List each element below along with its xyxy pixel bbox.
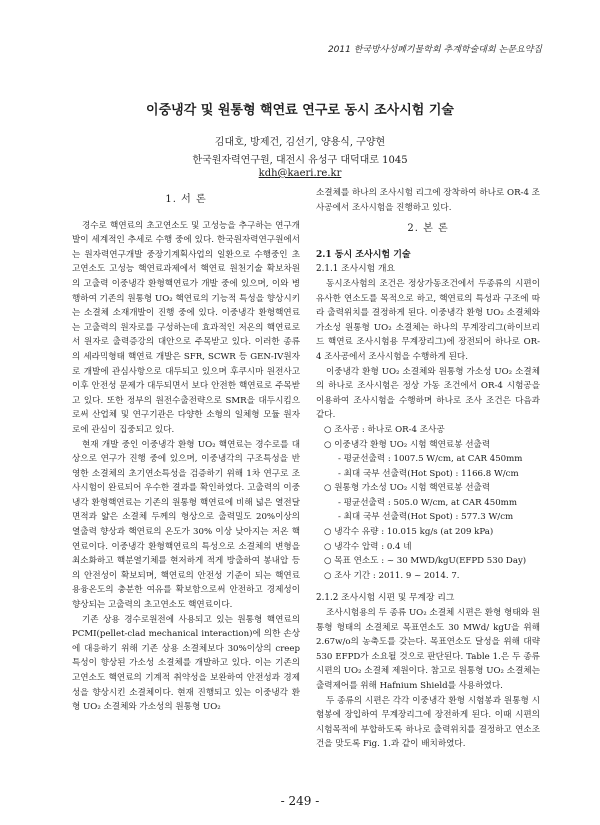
subsection-2-1-1: 2.1.1 조사시험 개요	[316, 264, 395, 275]
overview-paragraph-1: 동시조사험의 조건은 정상가동조건에서 두종류의 시편이 유사한 연소도를 목적으로 하고, 핵연료의 특성과 구조에 따라 출력위치를 결정하게 된다. 이중냉각 환형 UO₂ 소결체와 가소성 원통형 UO₂ 소결체는 하나의 무계장리그(하이브리드 핵연료 조사시험용 무계장리그)에 장전되어 하나로 OR-4 조사공에서 조사시험을 수행하게 된다.	[316, 278, 540, 362]
intro-paragraph-3: 기존 상용 경수로원전에 사용되고 있는 원통형 핵연료의 PCMI(pellet-clad mechanical interaction)에 의한 손상에 대응하기 위해 기존 상용 소결체보다 30%이상의 creep 특성이 향상된 가소성 소결체를 개발하고 있다. 이는 기존의 고연소도 핵연료의 기계적 취약성을 보완하여 안전성과 경제성을 향상시킨 소결체이다. 현재 진행되고 있는 이중냉각 환형 UO₂ 소결체와 가소성의 원통형 UO₂	[72, 614, 300, 713]
condition-item: - 평균선출력 : 1007.5 W/cm, at CAR 450mm	[338, 454, 523, 465]
left-column	[72, 186, 300, 715]
author-email[interactable]: kdh@kaeri.re.kr	[258, 168, 342, 179]
overview-paragraph-2: 이중냉각 환형 UO₂ 소결체와 원통형 가소성 UO₂ 소결체의 하나로 조사시험은 정상 가동 조건에서 OR-4 시험공을 이용하여 조사시험을 수행하며 하나로 조사 조건은 다음과 같다.	[316, 366, 540, 421]
author-list: 김대호, 방제건, 김선기, 양용식, 구양현	[214, 137, 386, 148]
right-column	[316, 186, 540, 752]
condition-item: - 평균선출력 : 505.0 W/cm, at CAR 450mm	[338, 497, 517, 508]
intro-paragraph-1: 경수로 핵연료의 초고연소도 및 고성능을 추구하는 연구개발이 세계적인 추세로 수행 중에 있다. 한국원자력연구원에서는 원자력연구개발 중장기계획사업의 일환으로 수행중인 초고연소도 고성능 핵연료과제에서 핵연료 원천기술 확보차원의 고출력 이중냉각 환형핵연료가 개발 중에 있으며, 이와 병행하여 기존의 원통형 UO₂ 핵연료의 기능적 특성을 향상시키는 소결체 소재개발이 진행 중에 있다. 이중냉각 환형핵연료는 고출력의 원자로를 구성하는데 효과적인 저온의 핵연료로서 원자로 출력증강의 대안으로 주목받고 있다. 이러한 종류의 세라믹형태 핵연료 개발은 SFR, SCWR 등 GEN-IV원자로 개발에 관심사항으로 대두되고 있으며 후쿠시마 원전사고이후 안전성 문제가 대두되면서 보다 안전한 핵연료로 주목받고 있다. 또한 정부의 원전수출전략으로 SMR을 대두시킴으로써 산업체 및 연구기관은 다양한 소형의 일체형 모듈 원자로에 관심이 집중되고 있다.	[72, 220, 300, 435]
intro-paragraph-2: 현재 개발 중인 이중냉각 환형 UO₂ 핵연료는 경수로를 대상으로 연구가 진행 중에 있으며, 이중냉각의 구조특성을 반영한 소결체의 초기연소특성을 검증하기 위해 1차 연구로 조사시험이 완료되어 우수한 결과를 확인하였다. 고출력의 이중냉각 환형핵연료는 기존의 원통형 핵연료에 비해 넓은 열전달 면적과 얇은 소결체 두께의 형상으로 출력밀도 20%이상의 열출력 향상과 핵연료의 온도가 30% 이상 낮아지는 저온 핵연료이다. 이중냉각 환형핵연료의 특성으로 소결체의 변형을 최소화하고 핵분열기체를 현저하게 적게 방출하여 봉내압 등의 안전성이 확보되며, 핵연료의 안전성 기준이 되는 핵연료 용융온도의 충분한 여유를 확보함으로써 안전하고 경제성이 향상되는 고출력의 초고연소도 핵연료이다.	[72, 439, 300, 611]
condition-item: ○ 냉각수 압력 : 0.4 네	[324, 541, 412, 552]
condition-item: ○ 원통형 가소성 UO₂ 시험 핵연료봉 선출력	[324, 483, 491, 494]
condition-item: ○ 냉각수 유량 : 10.015 kg/s (at 209 kPa)	[324, 527, 494, 538]
specimen-paragraph-2: 두 종류의 시편은 각각 이중냉각 환형 시험봉과 원통형 시험봉에 장입하여 무계장리그에 장전하게 된다. 이때 시편의 시험목적에 부합하도록 하나로 출력위치를 결정하고 연소조건을 맞도록 Fig. 1.과 같이 배치하였다.	[316, 695, 540, 750]
proceedings-header: 2011 한국방사성폐기물학회 추계학술대회 논문요약집	[327, 45, 542, 55]
paper-title: 이중냉각 및 원통형 핵연료 연구로 동시 조사시험 기술	[146, 103, 454, 118]
body-heading: 2. 본 론	[407, 223, 449, 235]
page-number: - 249 -	[280, 794, 320, 808]
condition-item: ○ 이중냉각 환형 UO₂ 시험 핵연료봉 선출력	[324, 439, 491, 450]
condition-item: - 최대 국부 선출력(Hot Spot) : 577.3 W/cm	[338, 512, 514, 523]
intro-continuation: 소결체를 하나의 조사시험 리그에 장착하여 하나로 OR-4 조사공에서 조사시험을 진행하고 있다.	[316, 188, 540, 213]
affiliation: 한국원자력연구원, 대전시 유성구 대덕대로 1045	[192, 155, 408, 166]
condition-item: - 최대 국부 선출력(Hot Spot) : 1166.8 W/cm	[338, 468, 519, 479]
subsection-2-1: 2.1 동시 조사시험 기술	[316, 249, 411, 260]
irradiation-conditions-list	[316, 423, 540, 584]
condition-item: ○ 조사 기간 : 2011. 9 ~ 2014. 7.	[324, 570, 460, 581]
specimen-paragraph-1: 조사시험용의 두 종류 UO₂ 소결체 시편은 환형 형태와 원통형 형태의 소결체로 목표연소도 30 MWd/ kgU을 위해 2.67w/o의 농축도를 갖는다. 목표연소도 달성을 위해 대략 530 EFPD가 소요될 것으로 판단된다. Table 1.은 두 종류시편의 UO₂ 소결체 제원이다. 참고로 원통형 UO₂ 소결체는 출력제어를 위해 Hafnium Shield를 사용하였다.	[316, 608, 540, 691]
intro-heading: 1. 서 론	[165, 194, 207, 205]
condition-item: ○ 조사공 : 하나로 OR-4 조사공	[324, 424, 445, 435]
condition-item: ○ 목표 연소도 : ~ 30 MWD/kgU(EFPD 530 Day)	[324, 556, 527, 567]
subsection-2-1-2: 2.1.2 조사시험 시편 및 무계장 리그	[316, 593, 455, 604]
